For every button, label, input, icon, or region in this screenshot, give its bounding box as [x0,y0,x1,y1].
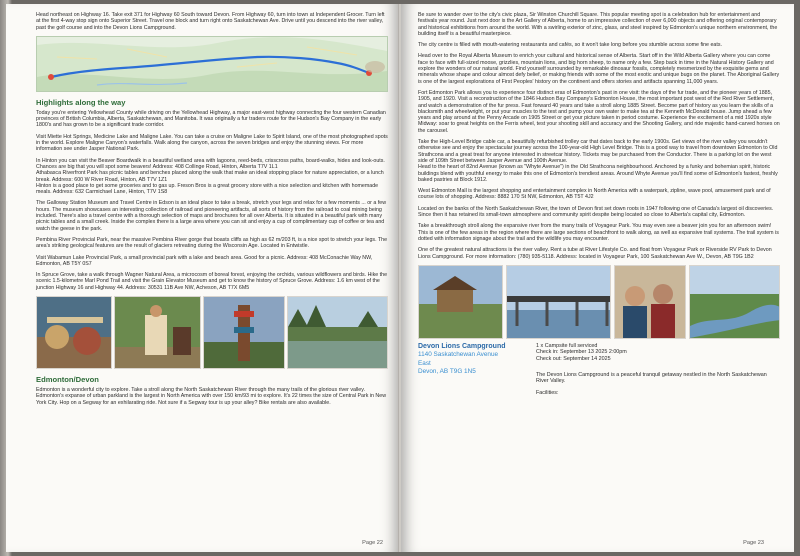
devon-history-text: Located on the banks of the North Saskatchewan River, the town of Devon first set down roots in 1947 following one of Canada's largest oil discoveries. Since then it has retained its small-town atmosphere and community spirit despite being located so close to Alberta's capital city, Edmonton. [418,205,774,219]
campground-address-line3: Devon, AB T9G 1N5 [418,367,476,375]
edmonton-intro-text: Edmonton is a wonderful city to explore. Take a stroll along the North Saskatchewan River through the many trails of the glorious river valley. Edmonton's expanse of urban parkland is the largest in North America with over 150 km/93 mi to explore. It's 22 times the size of Central Park in New York City. Hop on a Segway for an exhilarating ride. Not sure if a Segway tour is up your alley? Bike rentals are also available. [36,387,387,406]
campground-address-line1: 1140 Saskatchewan Avenue [418,351,499,359]
photo-costume [114,296,202,369]
campground-block [418,343,780,397]
miette-text: Visit Miette Hot Springs, Medicine Lake and Maligne Lake. You can take a cruise on Maligne Lake to Spirit Island, one of the most photographed spots in the world. Explore Maligne Canyon's waterfalls. Walk along the canyon, across the seven bridges and enjoy the stunning views. For more information see under Jasper National Park. [36,133,388,153]
wabamun-text: Visit Wabamun Lake Provincial Park, a small provincial park with a lake and beach area. Good for a picnic. Address: 408 McConachie Way NW, Edmonton, AB T5Y 0S7 [36,254,373,267]
edmonton-devon-heading: Edmonton/Devon [36,375,99,385]
campground-address-line2: East [418,359,431,367]
spacer [536,363,780,372]
west-edmonton-mall-text: West Edmonton Mall is the largest shopping and entertainment complex in North America with a waterpark, zipline, wave pool, amusement park and of course lots of shopping. Address: 8882 170 St NW, Edmonton, AB T5T 4J2 [418,188,771,201]
city-centre-text: The city centre is filled with mouth-watering restaurants and cafés, so it won't take long before you stumble across some fine eats. [418,42,722,49]
right-column [418,12,780,396]
page-number-right: Page 23 [743,540,764,546]
whyte-avenue-text: Head to the heart of 82nd Avenue (known as "Whyte Avenue") in the Old Strathcona neighbourhood. Anchored by a funky and bohemian spirit, historic buildings blend with youthful energy to make this one of Edmonton's trendiest areas. Around Whyte Avenue you'll find some of Edmonton's fastest, freshly baked pastries at Block 1912. [418,164,778,183]
photo-river-valley [689,265,780,339]
athabasca-text: Athabasca Riverfront Park has picnic tables and benches placed along the walk that make an ideal stopping place for nature appreciation, or a lunch break. Address: 600 W River Road, Hinton, AB T7V 1Z1 [36,170,384,183]
fort-edmonton-text: Fort Edmonton Park allows you to experience four distinct eras of Edmonton's past in one visit: the days of the fur trade, and the pioneer years of 1885, 1905, and 1920. Visit a reconstruction of the 1846 Hudson Bay Company's Edmonton House, the most important post west of the Red River Settlement, and watch a demonstration of the fur press. Fast forward 40 years and take a stroll along 1885 Street. Become part of history as you learn the skills of a blacksmith and wheelwright, or put your muscles to the test and pump your own water to make tea at the Kenneth McDonald house. Jump ahead a few years and play around at the Penny Arcade on 1905 Street or get your picture taken in period costume. Experience the excitement of a mid 1920s style Midway: soar to great heights on the Ferris wheel, test your shooting skill and accuracy and the Shooting Gallery, and ride majestic hand-carved horses on the carousel. [418,89,780,134]
page-number-left: Page 22 [362,540,383,546]
page-right [401,4,794,552]
photo-carousel [36,296,112,369]
campground-booking [536,343,780,397]
pembina-text: Pembina River Provincial Park, near the massive Pembina River gorge that boasts cliffs as high as 62 m/203 ft, is a nice spot to stretch your legs. The area's striking geological features are the result of glaciers retreating during the Wisconsin Age. Located in Entwistle. [36,236,388,250]
campground-description: The Devon Lions Campground is a peaceful tranquil getaway nestled in the North Saskatchewan River Valley. [536,371,767,385]
river-valley-text: One of the greatest natural attractions is the river valley. Rent a tube at River Lifestyle Co. and float from Voyageur Park or Riverside RV Park to Devon Lions Campground. For more information: (780) 935-5118. Address: located in Voyageur Park, 100 Saskatchewan Ave W., Devon, AB T9G 1B2 [418,247,772,260]
start-pin-icon [48,74,54,80]
yellowhead-text: Today you're entering Yellowhead County while driving on the Yellowhead Highway, a major east-west highway connecting the four western Canadian provinces of British Columbia, Alberta, Saskatchewan, and Manitoba. It was originally a fur traders route for the Hudson's Bay Company in the early 1800's and has grown to be a significant trade corridor. [36,109,386,129]
high-level-bridge-text: Take the High-Level Bridge cable car, a beautifully refurbished trolley car that dates back to the early 1900s. Get views of the river valley you wouldn't otherwise see and enjoy the spectacular journey across the 100-year-old High Level Bridge. This is a good way to travel from downtown Edmonton to Old Strathcona and a great treat for anyone interested in streetcar history. Tickets may be purchased from the Conductor. There is a parking lot on the west side of 109th Street between Jasper Avenue and 100th Avenue. [418,139,778,164]
voyageur-park-text: Take a breakthrough stroll along the expansive river from the many trails of Voyageur Park. You may even see a beaver join you for an afternoon swim! This is one of the few areas in the region where there are large sections of beachfront to walk along, as well as expansive trail systems. The trail system is dotted with information signage about the trail and the wildlife you may encounter. [418,223,779,242]
left-photo-row [36,296,388,369]
photo-fort [418,265,503,339]
photo-bridge [506,265,611,339]
campground-contact [418,343,530,397]
right-photo-row [418,265,780,339]
spruce-grove-text: In Spruce Grove, take a walk through Wagner Natural Area, a microcosm of boreal forest, enjoying the orchids, various wildflowers and birds. Hike the scenic 1.5-kilometre Marl Pond Trail and visit the Grain Elevator Museum and get to know the history of Spruce Grove. Address: 1.6 km west of the junction Highway 16 and Highway 44. Address: 30531 11B Ave NW, Acheson, AB T7X 6M5 [36,272,388,291]
photo-totem [203,296,285,369]
churchill-square-text: Be sure to wander over to the city's civic plaza, Sir Winston Churchill Square. This popular meeting spot is a celebration hub for entertainment and festivals year round. Just next door is the Art Gallery of Alberta, home to an impressive collection of over 6,000 objects and offering original contemporary and historical exhibitions from around the world. With a swirling exterior of zinc, glass, and steel inspired by Edmonton's unique northern environment, the building itself is a beautiful masterpiece. [418,12,778,37]
hinton-text: In Hinton you can visit the Beaver Boardwalk in a beautiful wetland area with lagoons, reed-beds, crisscross paths, board-walks, hides and look-outs. Chances are big that you will spot some beavers! Address: 408 Collinge Road, Hinton, Alberta T7V 1L1 [36,157,385,170]
photo-forest-lake [287,296,388,369]
highlights-heading: Highlights along the way [36,97,126,107]
galloway-text: The Galloway Station Museum and Travel Centre in Edson is an ideal place to take a break, stretch your legs and relax for a few moments ... or a few hours. The museum showcases an interesting collection of railroad and pioneering artifacts, all sorts of history from the railroad to coal mining being included. There's also a travel centre with a thorough selection of maps and brochures for all over Alberta. It is situated in a beautiful park with many picnic tables and a small creek. Inside the complex there is a large area where you can sit and enjoy a cup of complimentary cup of coffee or tea and watch the geese in the park. [36,200,387,232]
check-in-time: Check in: September 13 2025 2:00pm [536,349,627,356]
check-out-time: Check out: September 14 2025 [536,355,611,362]
campground-name: Devon Lions Campground [418,342,506,350]
royal-museum-text: Head over to the Royal Alberta Museum to enrich your cultural and historical sense of Alberta. Start off in the Wild Alberta Gallery where you can come face to face with full-sized moose, grizzlies, mountain lions, and big horn sheep, to name only a few. Step back in time in the Natural History Gallery and explore the wonders of our natural world. Find yourself surrounded by remarkable dinosaur fossils, completely mesmerized by the exquisite gems and minerals whose shape and colour almost defy belief, or making friends with some of the most exotic and unique bugs on the planet. The Aboriginal Gallery is one of the largest explorations of First Peoples' history on the continent and offers stories and artifacts spanning 11,000 years. [418,53,780,85]
photo-people [614,265,686,339]
campsite-type: 1 x Campsite full serviced [536,342,598,349]
left-column [36,12,388,411]
directions-text: Head northeast on Highway 16. Take exit 371 for Highway 60 South toward Devon. From Highway 60, turn into town at Independent Grocer. Turn left at the first 4-way stop sign onto Superior Street. Travel one block and turn right onto Saskatchewan Ave. Drive until you descend into the river valley, past the golf course and into the Devon Lions Campground. [36,12,385,31]
route-map [36,36,388,92]
page-left [6,4,399,552]
hinton-groceries-text: Hinton is a good place to get some groceries and to gas up. Freson Bros is a great grocery store with a nice selection and kitchen with homemade meals. Address: 632 Carmichael Lane, Hinton, T7V 1S8 [36,182,379,196]
facilities-label: Facilities: [536,389,559,396]
